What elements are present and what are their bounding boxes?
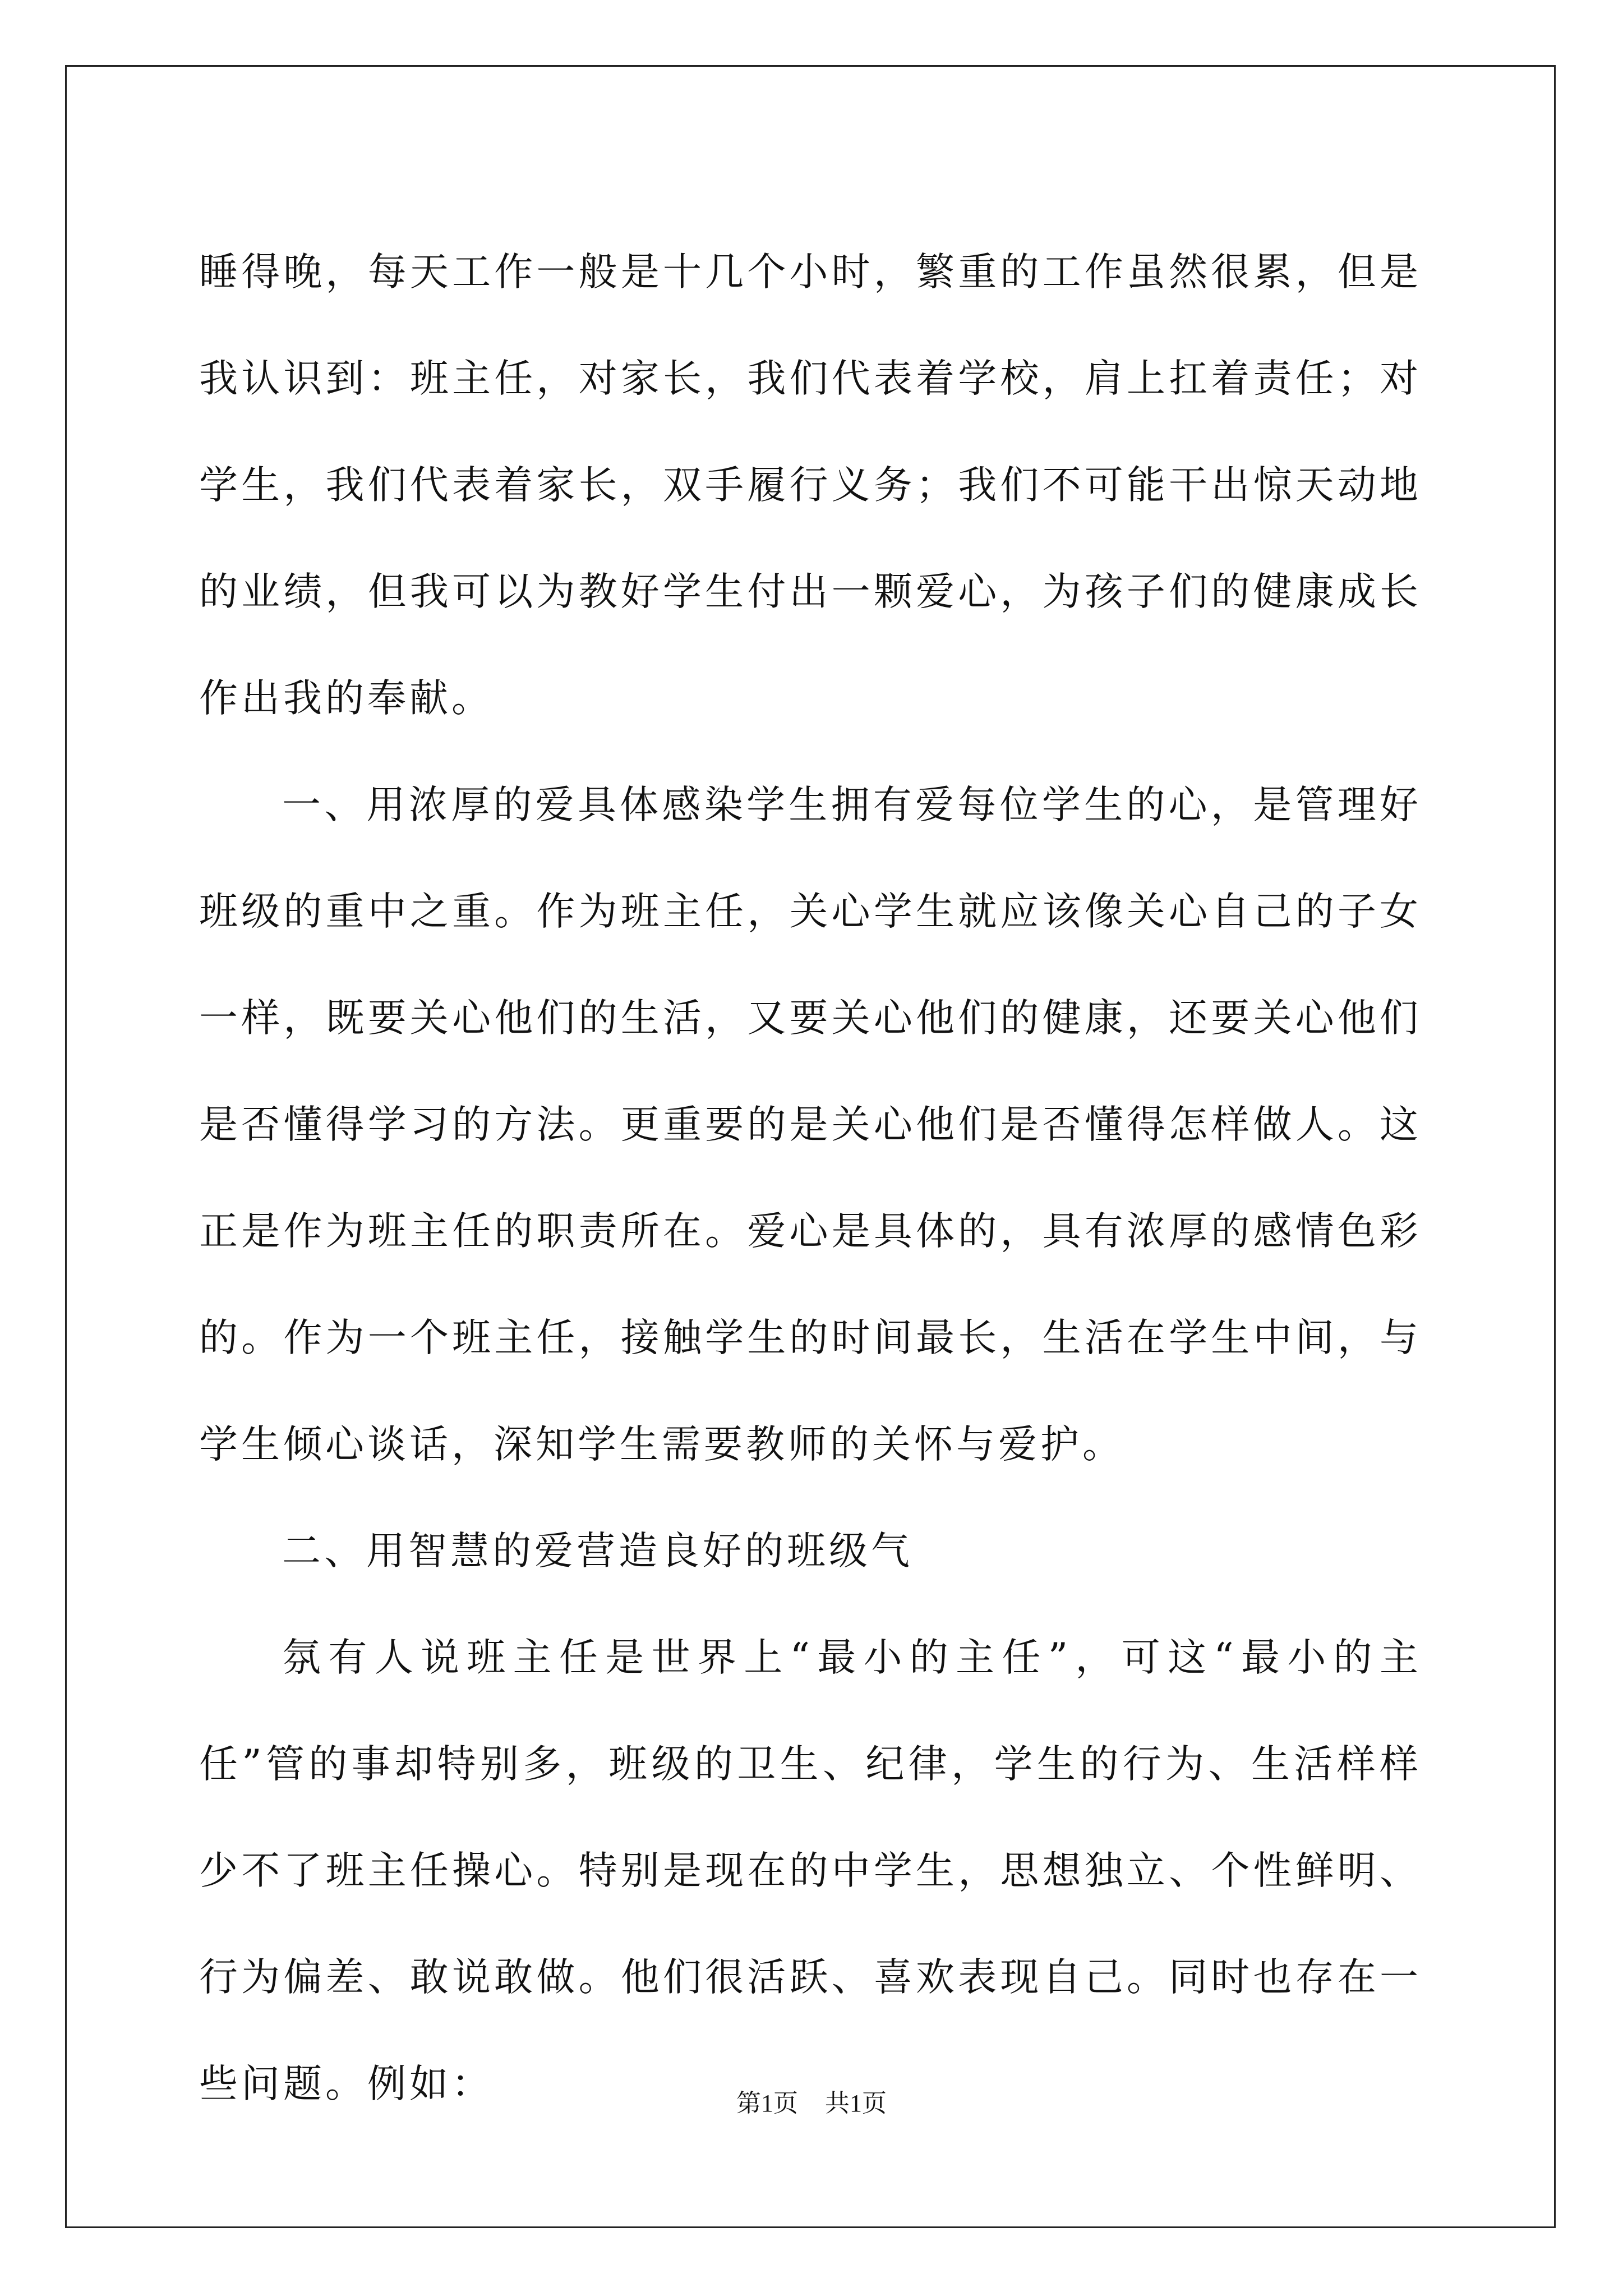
paragraph-4: 氛有人说班主任是世界上“最小的主任”，可这“最小的主任”管的事却特别多，班级的卫生、纪律，学生的行为、生活样样少不了班主任操心。特别是现在的中学生，思想独立、个性鲜明、行为偏差、敢说敢做。他们很活跃、喜欢表现自己。同时也存在一些问题。例如： [199, 1635, 1422, 2106]
paragraph-1: 睡得晚，每天工作一般是十几个小时，繁重的工作虽然很累，但是我认识到：班主任，对家长，我们代表着学校，肩上扛着责任；对学生，我们代表着家长，双手履行义务；我们不可能干出惊天动地的业绩，但我可以为教好学生付出一颗爱心，为孩子们的健康成长作出我的奉献。 [199, 250, 1422, 721]
paragraph-3: 二、用智慧的爱营造良好的班级气 [282, 1529, 913, 1573]
page-number: 第1页 [736, 2090, 798, 2117]
document-body [199, 219, 1422, 2137]
paragraph-2: 一、用浓厚的爱具体感染学生拥有爱每位学生的心，是管理好班级的重中之重。作为班主任，关心学生就应该像关心自己的子女一样，既要关心他们的生活，又要关心他们的健康，还要关心他们是否懂得学习的方法。更重要的是关心他们是否懂得怎样做人。这正是作为班主任的职责所在。爱心是具体的，具有浓厚的感情色彩的。作为一个班主任，接触学生的时间最长，生活在学生中间，与学生倾心谈话，深知学生需要教师的关怀与爱护。 [199, 783, 1422, 1467]
page-total: 共1页 [825, 2090, 887, 2117]
page-footer [0, 2087, 1623, 2120]
